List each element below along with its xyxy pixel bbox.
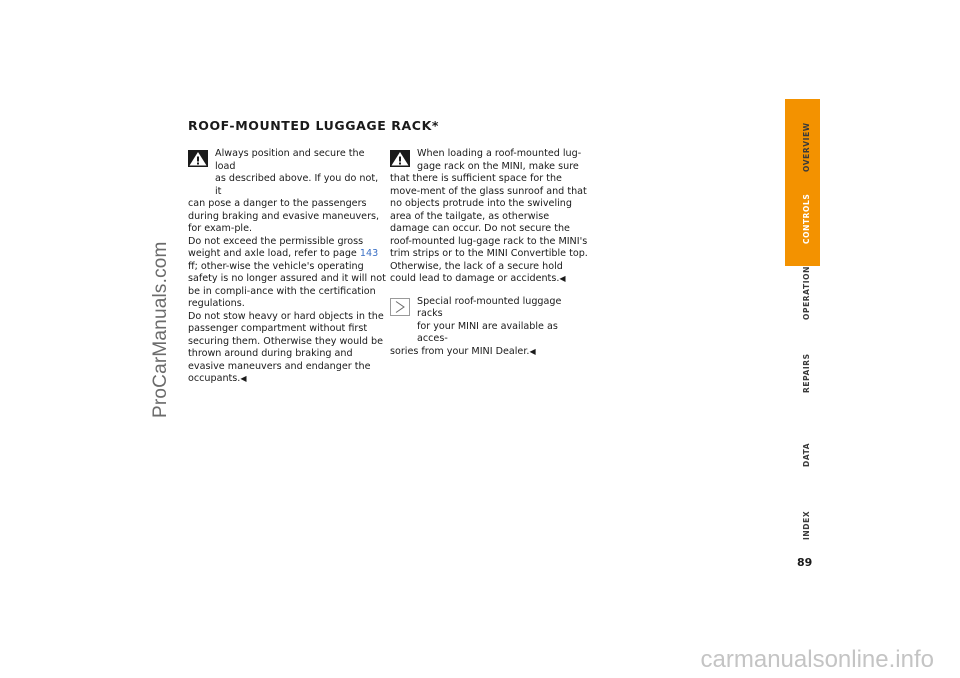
weight-text-before: Do not exceed the permissible gross weight and axle load, refer to page xyxy=(188,235,364,259)
end-mark: ◀ xyxy=(240,374,247,383)
sidebar-item-overview[interactable]: OVERVIEW xyxy=(802,122,811,172)
accessory-note-paragraph xyxy=(390,296,588,359)
note-arrow-icon xyxy=(390,298,410,315)
sidebar-item-index[interactable]: INDEX xyxy=(802,510,811,540)
loading-warning-paragraph xyxy=(390,148,588,286)
watermark-procarmanuals: ProCarManuals.com xyxy=(150,241,171,418)
sidebar-item-data[interactable]: DATA xyxy=(802,442,811,467)
warning-text-rest: can pose a danger to the passengers during braking and evasive maneuvers, for exam-ple. xyxy=(188,198,380,234)
warning-paragraph xyxy=(188,148,386,236)
stowage-paragraph xyxy=(188,311,386,386)
accessory-text-rest: sories from your MINI Dealer. xyxy=(390,345,530,357)
stowage-text: Do not stow heavy or hard objects in the passenger compartment without first securing them. Otherwise they would be thrown around during braking and evasive maneuvers and endanger the occupants. xyxy=(188,310,384,384)
watermark-carmanualsonline: carmanualsonline.info xyxy=(700,646,934,673)
warning-text-line-1: Always position and secure the load xyxy=(215,148,365,172)
loading-text-line-2: gage rack on the MINI, make sure xyxy=(417,160,579,172)
warning-triangle-icon xyxy=(188,150,208,167)
right-column xyxy=(390,148,588,358)
sidebar-item-operation[interactable]: OPERATION xyxy=(802,266,811,320)
sidebar-item-controls[interactable]: CONTROLS xyxy=(802,193,811,244)
loading-text-rest: that there is sufficient space for the move-ment of the glass sunroof and that no objects protrude into the swiveling area of the tailgate, as otherwise damage can occur. Do not secure the roof-mounted lug-gage rack to the MINI's trim strips or to the MINI Convertible top. Otherwise, the lack of a secure hold could lead to damage or accidents. xyxy=(390,173,588,284)
warning-triangle-icon xyxy=(390,150,410,167)
sidebar-item-repairs[interactable]: REPAIRS xyxy=(802,353,811,393)
weight-text-after: ff; other-wise the vehicle's operating safety is no longer assured and it will not be in compli-ance with the certification regulations. xyxy=(188,260,386,309)
loading-text-line-1: When loading a roof-mounted lug- xyxy=(417,148,582,159)
end-mark: ◀ xyxy=(529,346,536,356)
section-title: ROOF-MOUNTED LUGGAGE RACK* xyxy=(188,118,440,133)
page-number: 89 xyxy=(797,556,813,569)
accessory-text-line-1: Special roof-mounted luggage racks xyxy=(417,295,562,319)
end-mark: ◀ xyxy=(559,274,566,283)
warning-text-line-2: as described above. If you do not, it xyxy=(215,173,379,197)
weight-paragraph xyxy=(188,236,386,311)
accessory-text-line-2: for your MINI are available as acces- xyxy=(417,320,558,344)
left-column xyxy=(188,148,386,386)
page-reference-link[interactable]: 143 xyxy=(359,248,379,259)
